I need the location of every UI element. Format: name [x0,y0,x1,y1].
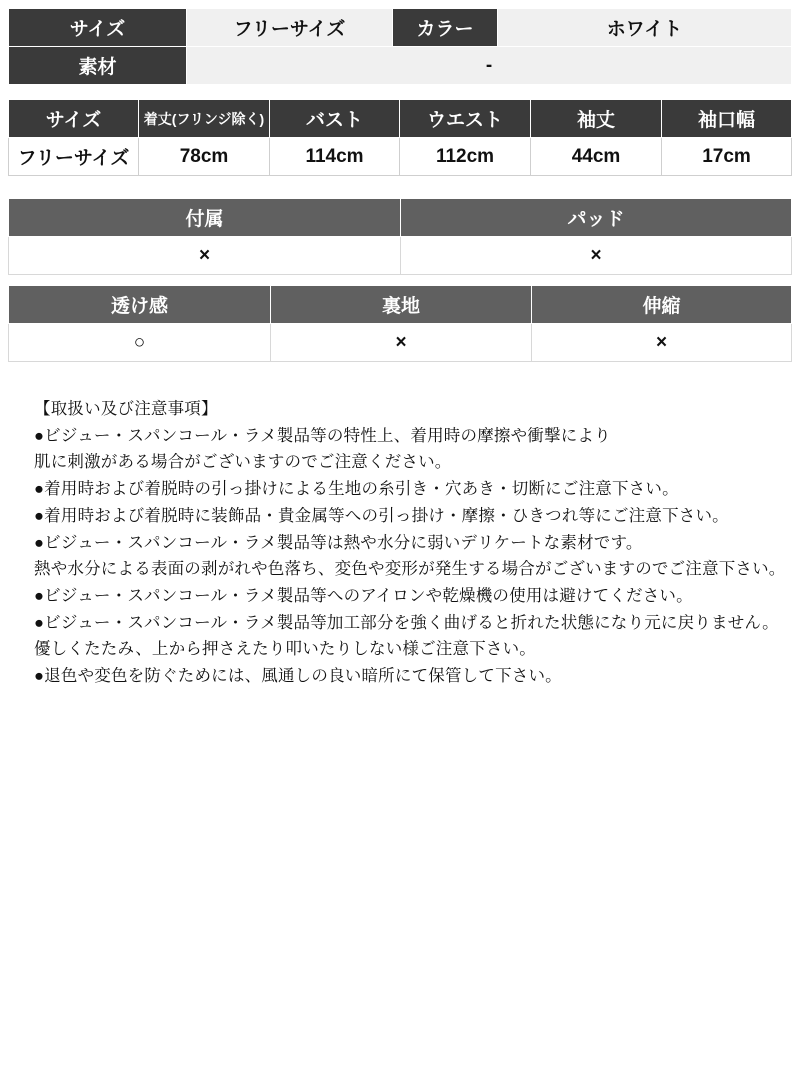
care-note-line: ●ビジュー・スパンコール・ラメ製品等は熱や水分に弱いデリケートな素材です。 [34,533,643,552]
care-note-line: ●着用時および着脱時の引っ掛けによる生地の糸引き・穴あき・切断にご注意下さい。 [34,480,679,499]
attribute-table-sheer-lining-stretch [8,285,792,362]
spacer [8,275,792,285]
measure-cell-size: フリーサイズ [9,138,139,176]
measure-header-size: サイズ [9,100,139,138]
attr-value-accessory: × [9,237,401,275]
table-header-row [9,286,792,324]
measure-header-cuff: 袖口幅 [662,100,792,138]
attr-header-pad: パッド [401,199,792,237]
measure-cell-cuff: 17cm [662,138,792,176]
care-note-line: 優しくたたみ、上から押さえたり叩いたりしない様ご注意下さい。 [34,640,536,659]
measure-header-sleeve: 袖丈 [531,100,662,138]
care-note-line: ●退色や変色を防ぐためには、風通しの良い暗所にて保管して下さい。 [34,667,562,686]
measurement-table [8,99,792,176]
spacer [8,85,792,99]
attr-value-pad: × [401,237,792,275]
spacer [8,176,792,198]
measure-cell-length: 78cm [139,138,270,176]
size-label-cell: サイズ [9,9,187,47]
table-row [9,237,792,275]
attr-header-sheer: 透け感 [9,286,271,324]
attr-value-lining: × [271,324,532,362]
measure-header-length: 着丈(フリンジ除く) [139,100,270,138]
color-value-cell: ホワイト [498,9,792,47]
care-note-line: ●ビジュー・スパンコール・ラメ製品等の特性上、着用時の摩擦や衝撃により [34,426,611,445]
attribute-table-accessory-pad [8,198,792,275]
material-label-cell: 素材 [9,47,187,85]
product-info-table [8,8,792,85]
table-row [9,47,792,85]
table-header-row [9,199,792,237]
measure-cell-bust: 114cm [270,138,400,176]
care-note-line: ●着用時および着脱時に装飾品・貴金属等への引っ掛け・摩擦・ひきつれ等にご注意下さい。 [34,506,729,525]
care-notes [8,396,792,690]
color-label-cell: カラー [393,9,498,47]
care-note-line: ●ビジュー・スパンコール・ラメ製品等へのアイロンや乾燥機の使用は避けてください。 [34,587,693,606]
size-value-cell: フリーサイズ [187,9,393,47]
attr-value-sheer: ○ [9,324,271,362]
attr-header-accessory: 付属 [9,199,401,237]
measure-cell-waist: 112cm [400,138,531,176]
attr-header-stretch: 伸縮 [532,286,792,324]
attr-value-stretch: × [532,324,792,362]
attr-header-lining: 裏地 [271,286,532,324]
care-note-line: 肌に刺激がある場合がございますのでご注意ください。 [34,453,452,472]
table-header-row [9,100,792,138]
care-notes-title: 【取扱い及び注意事項】 [34,400,218,418]
table-row [9,324,792,362]
measure-header-bust: バスト [270,100,400,138]
measure-header-waist: ウエスト [400,100,531,138]
care-note-line: ●ビジュー・スパンコール・ラメ製品等加工部分を強く曲げると折れた状態になり元に戻りません。 [34,613,779,632]
table-row [9,138,792,176]
material-value-cell: - [187,47,792,85]
care-note-line: 熱や水分による表面の剥がれや色落ち、変色や変形が発生する場合がございますのでご注意下さい。 [34,560,786,579]
measure-cell-sleeve: 44cm [531,138,662,176]
table-row [9,9,792,47]
